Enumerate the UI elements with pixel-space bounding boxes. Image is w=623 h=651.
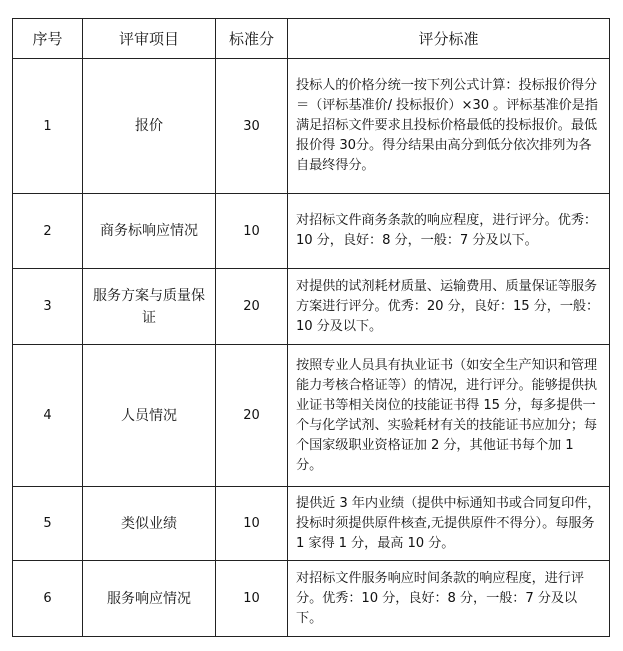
header-score: 标准分	[216, 19, 288, 59]
row-score: 20	[216, 269, 288, 345]
row-item: 服务方案与质量保证	[83, 269, 216, 345]
table-row	[13, 269, 610, 345]
row-item: 商务标响应情况	[83, 194, 216, 269]
row-criteria: 按照专业人员具有执业证书（如安全生产知识和管理能力考核合格证等）的情况，进行评分。能够提供执业证书等相关岗位的技能证书得 15 分，每多提供一个与化学试剂、实验耗材有关的技能证书应加分；每个国家级职业资格证加 2 分，其他证书每个加 1 分。	[288, 345, 610, 487]
row-no: 4	[13, 345, 83, 487]
header-criteria: 评分标准	[288, 19, 610, 59]
row-no: 5	[13, 487, 83, 561]
scoring-table	[12, 18, 610, 637]
row-criteria: 对提供的试剂耗材质量、运输费用、质量保证等服务方案进行评分。优秀：20 分，良好：15 分，一般：10 分及以下。	[288, 269, 610, 345]
table-row	[13, 345, 610, 487]
row-no: 3	[13, 269, 83, 345]
row-item: 类似业绩	[83, 487, 216, 561]
row-no: 6	[13, 561, 83, 637]
header-no: 序号	[13, 19, 83, 59]
row-item: 服务响应情况	[83, 561, 216, 637]
table-row	[13, 487, 610, 561]
table-row	[13, 194, 610, 269]
row-score: 20	[216, 345, 288, 487]
row-score: 10	[216, 194, 288, 269]
row-no: 2	[13, 194, 83, 269]
row-item: 报价	[83, 59, 216, 194]
table-header-row	[13, 19, 610, 59]
row-item: 人员情况	[83, 345, 216, 487]
row-criteria: 对招标文件服务响应时间条款的响应程度，进行评分。优秀：10 分，良好：8 分，一般：7 分及以下。	[288, 561, 610, 637]
table-row	[13, 561, 610, 637]
row-criteria: 投标人的价格分统一按下列公式计算：投标报价得分＝（评标基准价/ 投标报价）×30 。评标基准价是指满足招标文件要求且投标价格最低的投标报价。最低报价得 30分。得分结果由高分到低分依次排列为各自最终得分。	[288, 59, 610, 194]
row-no: 1	[13, 59, 83, 194]
row-criteria: 提供近 3 年内业绩（提供中标通知书或合同复印件，投标时须提供原件核查,无提供原件不得分）。每服务 1 家得 1 分，最高 10 分。	[288, 487, 610, 561]
row-score: 10	[216, 561, 288, 637]
table-row	[13, 59, 610, 194]
header-item: 评审项目	[83, 19, 216, 59]
row-score: 10	[216, 487, 288, 561]
row-criteria: 对招标文件商务条款的响应程度，进行评分。优秀：10 分，良好：8 分，一般：7 分及以下。	[288, 194, 610, 269]
row-score: 30	[216, 59, 288, 194]
